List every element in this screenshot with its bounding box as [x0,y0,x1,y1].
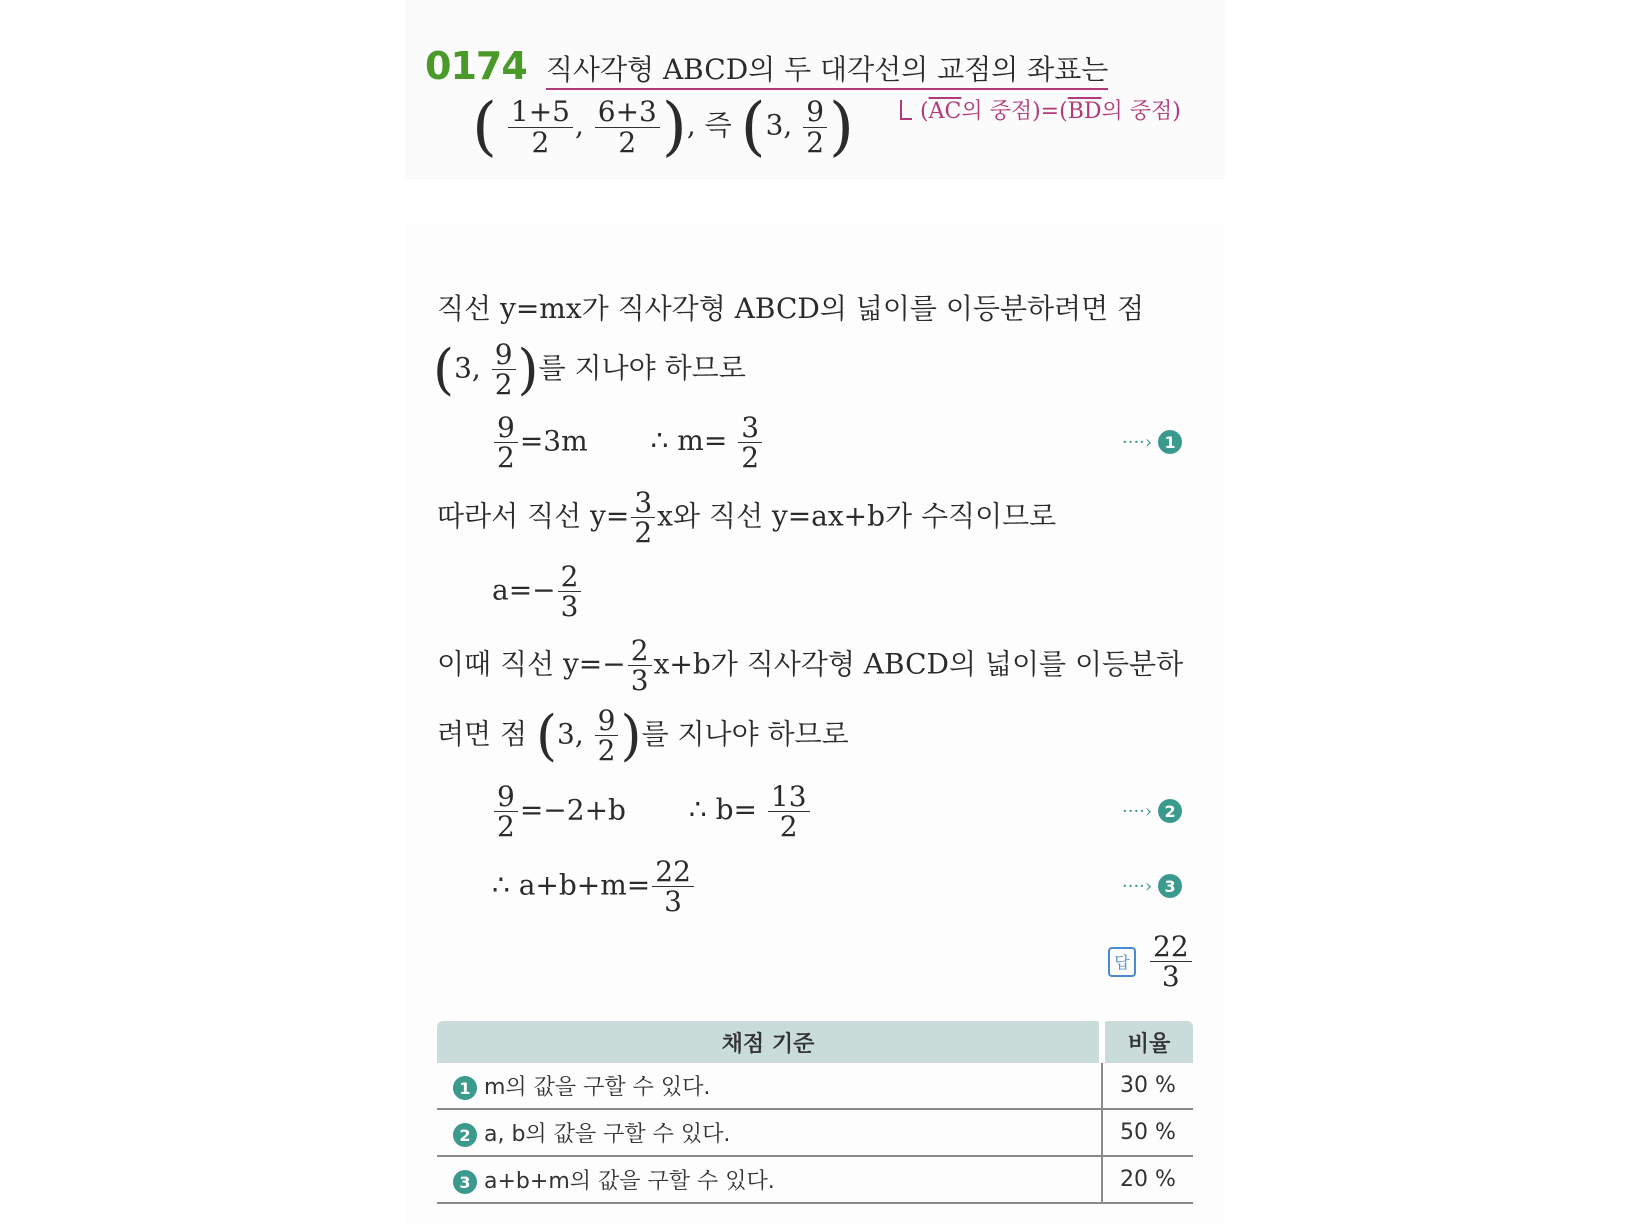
fraction: $\frac{9}{2}$ [595,706,619,766]
circled-number-1: 1 [1158,430,1182,454]
fraction: $\frac{9}{2}$ [494,413,518,473]
problem-number: 0174 [425,44,527,88]
fraction: $\frac{9}{2}$ [803,97,827,157]
fraction: $\frac{2}{3}$ [558,562,582,622]
equation-2: a=− $\frac{2}{3}$ [492,562,583,622]
table-row [437,1156,1193,1203]
fraction: $\frac{1+5}{2}$ [508,97,573,157]
rubric-header-rate: 비율 [1102,1021,1193,1063]
problem-header [425,44,1108,88]
solution-line-1: 직선 y=mx가 직사각형 ABCD의 넓이를 이등분하려면 점 [437,292,1145,325]
rubric-rate-cell: 20 % [1102,1156,1193,1203]
midpoint-coordinates: ( $\frac{1+5}{2}$ , $\frac{6+3}{2}$ ), 즉 (3, $\frac{9}{2}$ ) [472,90,855,164]
step-marker-3: ····› 3 [1122,874,1182,898]
step-marker-1: ····› 1 [1122,430,1182,454]
solution-line-3: 따라서 직선 y= $\frac{3}{2}$ x와 직선 y=ax+b가 수직이므로 [437,486,1057,550]
fraction: $\frac{22}{3}$ [652,857,694,917]
solution-line-2: (3, $\frac{9}{2}$ )를 지나야 하므로 [433,337,746,402]
step-marker-2: ····› 2 [1122,799,1182,823]
circled-number-2: 2 [453,1123,477,1147]
rubric-rate-cell: 50 % [1102,1109,1193,1156]
equation-4: ∴ a+b+m= $\frac{22}{3}$ [492,857,696,917]
answer-icon: 답 [1108,947,1136,977]
midpoint-note: ($\overline{AC}$의 중점)$=(\overline{BD}$의 중점) [900,94,1181,125]
circled-number-3: 3 [453,1170,477,1194]
circled-number-1: 1 [453,1076,477,1100]
equation-3: $\frac{9}{2}$ =−2+b ∴ b= $\frac{13}{2}$ [492,782,812,842]
rubric-rate-cell: 30 % [1102,1063,1193,1109]
rubric-criteria-cell: 3 a+b+m의 값을 구할 수 있다. [437,1156,1102,1203]
table-row [437,1109,1193,1156]
rubric-criteria-cell: 1 m의 값을 구할 수 있다. [437,1063,1102,1109]
circled-number-3: 3 [1158,874,1182,898]
table-row [437,1063,1193,1109]
final-answer [1108,932,1194,992]
fraction: $\frac{13}{2}$ [768,782,810,842]
scoring-rubric-table [437,1021,1193,1204]
fraction: $\frac{3}{2}$ [631,488,655,548]
fraction: $\frac{9}{2}$ [494,782,518,842]
rubric-header-criteria: 채점 기준 [437,1021,1102,1063]
segment-ac: $\overline{AC}$ [928,99,962,124]
fraction: $\frac{9}{2}$ [492,340,516,400]
fraction: $\frac{6+3}{2}$ [595,97,660,157]
solution-line-5: 려면 점 (3, $\frac{9}{2}$ )를 지나야 하므로 [437,703,849,768]
rubric-criteria-cell: 2 a, b의 값을 구할 수 있다. [437,1109,1102,1156]
note-bracket [900,100,912,120]
circled-number-2: 2 [1158,799,1182,823]
solution-line-4: 이때 직선 y=− $\frac{2}{3}$ x+b가 직사각형 ABCD의 넓이를 이등분하 [437,634,1184,698]
segment-bd: $\overline{BD}$ [1067,99,1102,124]
rubric-header-row [437,1021,1193,1063]
problem-statement: 직사각형 ABCD의 두 대각선의 교점의 좌표는 [546,53,1108,90]
equation-1: $\frac{9}{2}$ =3m ∴ m= $\frac{3}{2}$ [492,413,764,473]
fraction: $\frac{22}{3}$ [1150,932,1192,992]
fraction: $\frac{3}{2}$ [738,413,762,473]
fraction: $\frac{2}{3}$ [628,636,652,696]
